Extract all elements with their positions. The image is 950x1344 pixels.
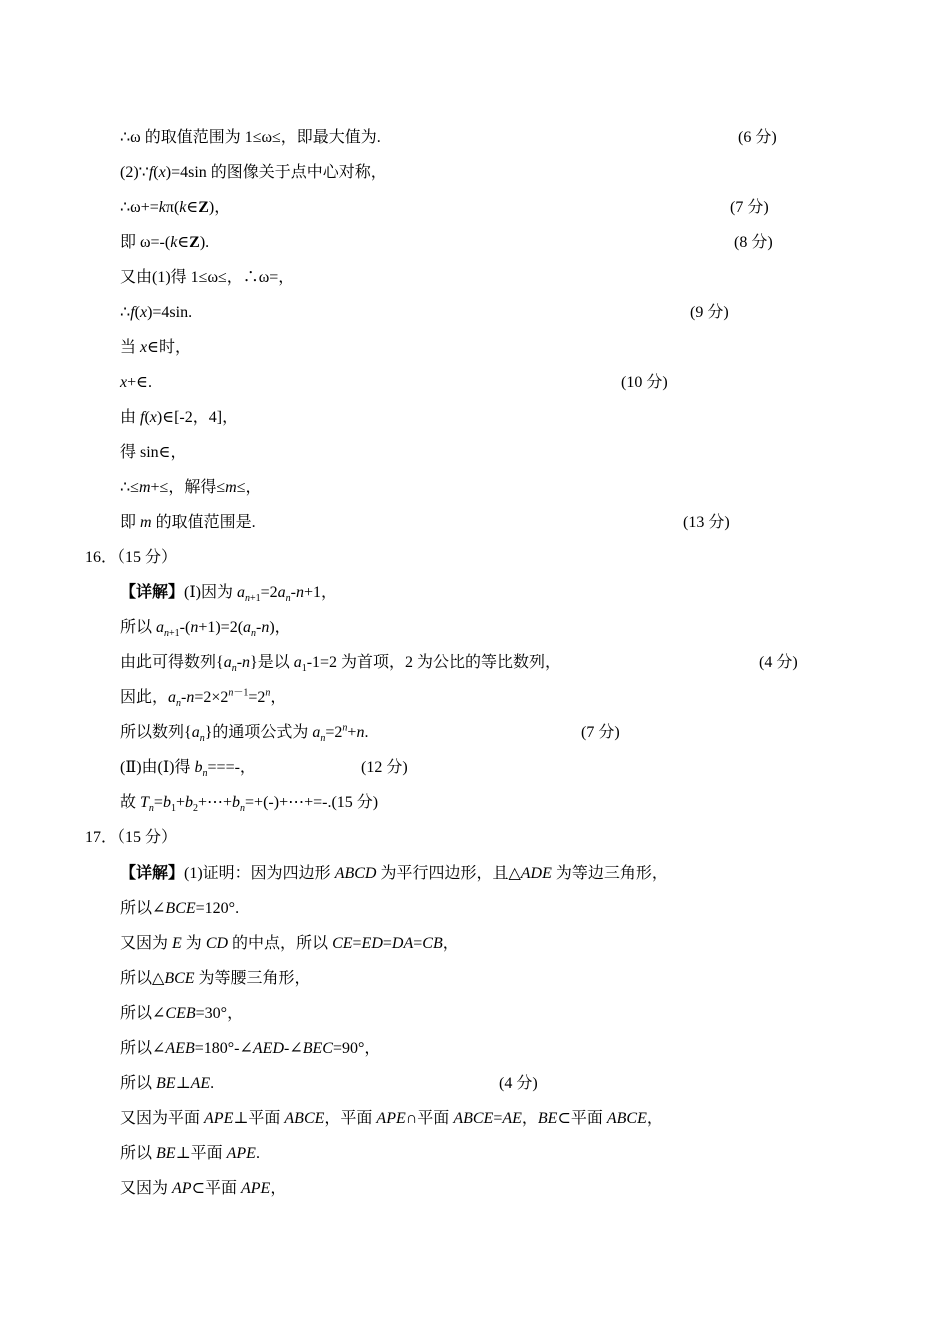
text-line: 得 sin∈， [120,444,187,461]
score-label: (4 分) [499,1075,538,1092]
text-line: 又因为平面 APE⊥平面 ABCE，平面 APE∩平面 ABCE=AE，BE⊂平面 ABCE， [120,1110,663,1127]
score-label: (12 分) [361,759,408,776]
text-line: 当 x∈时， [120,339,191,356]
text-line: 故 $T_n=b_1+b_2+\cdots+b_n=+(-)+\cdots+=-.(15$ 分) [120,794,379,815]
text-line: 所以∠BCE=120°. [120,900,240,917]
question-heading: 17．（15 分） [85,829,178,846]
text-line: x+∈. [120,374,152,391]
score-label: (8 分) [734,234,773,251]
text-line: 所以 $a_{n+1}-(n+1)=2(a_n-n)$， [120,619,291,640]
score-label: (7 分) [581,724,620,741]
text-line: 所以数列$\{a_n\}$的通项公式为 $a_n=2^n+n$. [120,722,369,745]
score-label: (13 分) [683,514,730,531]
text-line: 所以 BE⊥AE. [120,1075,215,1092]
text-line: 所以 BE⊥平面 APE. [120,1145,260,1162]
text-line: (Ⅱ)由(Ⅰ)得 $b_n===-$， [120,759,256,780]
text-line: 即 ω=-(k∈Z). [120,234,210,251]
text-line: ∴≤m+≤，解得≤m≤， [120,479,262,496]
text-line: 又由(1)得 1≤ω≤，∴ω=， [120,269,295,286]
text-line: 所以∠AEB=180°-∠AED-∠BEC=90°， [120,1040,381,1057]
text-line: 由 f(x)∈[-2，4]， [120,409,239,426]
score-label: (4 分) [759,654,798,671]
text-line: 【详解】(1)证明：因为四边形 ABCD 为平行四边形，且△ADE 为等边三角形， [120,865,668,882]
text-line: (2)∵f(x)=4sin 的图像关于点中心对称， [120,164,387,181]
text-line: 又因为 AP⊂平面 APE， [120,1180,287,1197]
text-line: 所以∠CEB=30°， [120,1005,244,1022]
text-line: 所以△BCE 为等腰三角形， [120,970,311,987]
text-line: ∴ω 的取值范围为 1≤ω≤，即最大值为. [120,129,381,146]
text-line: 即 m 的取值范围是. [120,514,256,531]
score-label: (7 分) [730,199,769,216]
score-label: (6 分) [738,129,777,146]
text-line: 因此，$a_n-n=2\times 2^{n-1}=2^n$， [120,687,287,710]
text-line: 由此可得数列$\{a_n-n\}$是以 $a_1-1=2$ 为首项，2 为公比的等比数列， [120,654,562,675]
question-heading: 16．（15 分） [85,549,178,566]
text-line: ∴ω+=kπ(k∈Z)， [120,199,231,216]
score-label: (9 分) [690,304,729,321]
text-line: 【详解】(Ⅰ)因为 $a_{n+1}=2a_n-n+1$， [120,584,338,605]
score-label: (10 分) [621,374,668,391]
text-line: ∴f(x)=4sin. [120,304,193,321]
text-line: 又因为 E 为 CD 的中点，所以 CE=ED=DA=CB， [120,935,459,952]
